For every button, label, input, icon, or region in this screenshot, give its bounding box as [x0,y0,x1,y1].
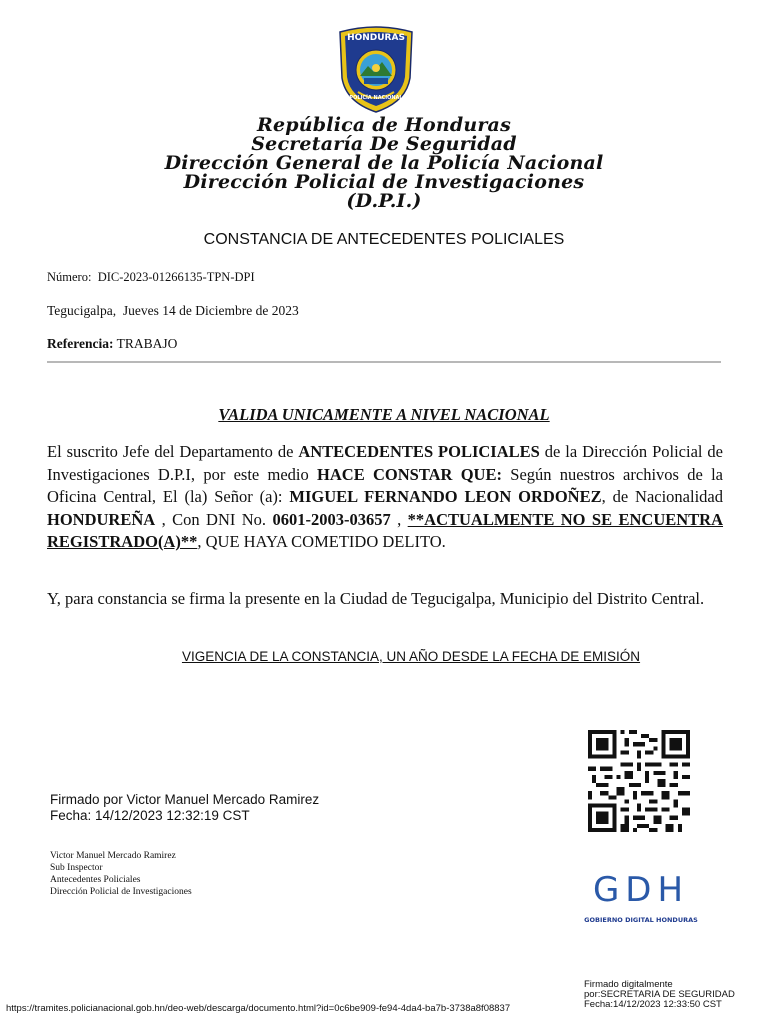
body-text: , Con DNI No. [155,509,273,529]
header-line-secretaria: Secretaría De Seguridad [251,133,517,155]
header-line-dpi: (D.P.I.) [346,190,422,212]
signer-rank: Sub Inspector [50,863,103,873]
registro-status: **ACTUALMENTE NO SE ENCUENTRA REGISTRADO(A)** [47,509,724,551]
document-title: CONSTANCIA DE ANTECEDENTES POLICIALES [203,231,565,248]
body-paragraph-2: Y, para constancia se firma la presente en la Ciudad de Tegucigalpa, Municipio del Distrito Central. [47,589,705,608]
header-line-republica: República de Honduras [257,114,511,136]
body-departamento: ANTECEDENTES POLICIALES [298,442,540,461]
gdh-logo-mark: GDH [592,870,690,910]
divider [47,361,721,363]
footer-url-link[interactable]: https://tramites.policianacional.gob.hn/deo-web/descarga/documento.html?id=0c6be909-fe94-4da4-ba7b-3738a8f08837 [6,1003,511,1014]
body-text: de la Dirección Policial de Investigaciones D.P.I, por este medio [47,442,723,484]
badge-text-top: HONDURAS [347,33,405,43]
signature-date: Fecha: 14/12/2023 12:32:19 CST [50,807,250,823]
signature-signed-by: Firmado por Victor Manuel Mercado Ramirez [50,792,320,807]
header-line-direccion-general: Dirección General de la Policía Nacional [164,152,604,174]
digitally-signed-block [584,980,735,1010]
policia-nacional-badge-logo [336,26,416,114]
signer-details [50,850,192,898]
body-text: Según nuestros archivos de la Oficina Central, El (la) Señor (a): [47,464,723,506]
body-hace-constar: HACE CONSTAR QUE: [317,464,502,484]
referencia-label: Referencia: [47,336,114,351]
body-paragraph-1 [47,441,723,554]
numero-label: Número: [47,270,92,284]
numero-value: DIC-2023-01266135-TPN-DPI [97,270,255,284]
gdh-logo [575,862,707,934]
qr-code-icon [585,730,693,832]
body-text: El suscrito Jefe del Departamento de [47,442,299,461]
badge-text-bottom: POLICÍA NACIONAL [349,95,403,101]
person-name: MIGUEL FERNANDO LEON ORDOÑEZ [289,487,602,506]
gdh-logo-caption: GOBIERNO DIGITAL HONDURAS [584,916,698,924]
numero-row [47,270,255,285]
signer-direction: Dirección Policial de Investigaciones [50,887,192,897]
dni-number: 0601-2003-03657 [272,509,391,529]
body-text: , de Nacionalidad [601,487,723,506]
fecha-lugar: Tegucigalpa, Jueves 14 de Diciembre de 2023 [47,303,299,318]
signer-department: Antecedentes Policiales [50,875,141,885]
header-line-direccion-policial: Dirección Policial de Investigaciones [183,171,585,193]
nacionalidad: HONDUREÑA [47,509,156,529]
body-text: , QUE HAYA COMETIDO DELITO. [197,532,446,551]
vigencia-note: VIGENCIA DE LA CONSTANCIA, UN AÑO DESDE LA FECHA DE EMISIÓN [181,649,641,664]
signer-name: Victor Manuel Mercado Ramirez [50,851,176,861]
referencia-value: TRABAJO [116,336,178,351]
digital-line-2: por:SECRETARIA DE SEGURIDAD [584,989,735,1000]
valida-nacional: VALIDA UNICAMENTE A NIVEL NACIONAL [218,405,550,424]
digital-line-3: Fecha:14/12/2023 12:33:50 CST [584,999,722,1010]
digital-line-1: Firmado digitalmente [584,979,673,990]
digital-signature-block [50,792,319,823]
body-text: , [390,509,408,529]
referencia-row [47,336,177,352]
